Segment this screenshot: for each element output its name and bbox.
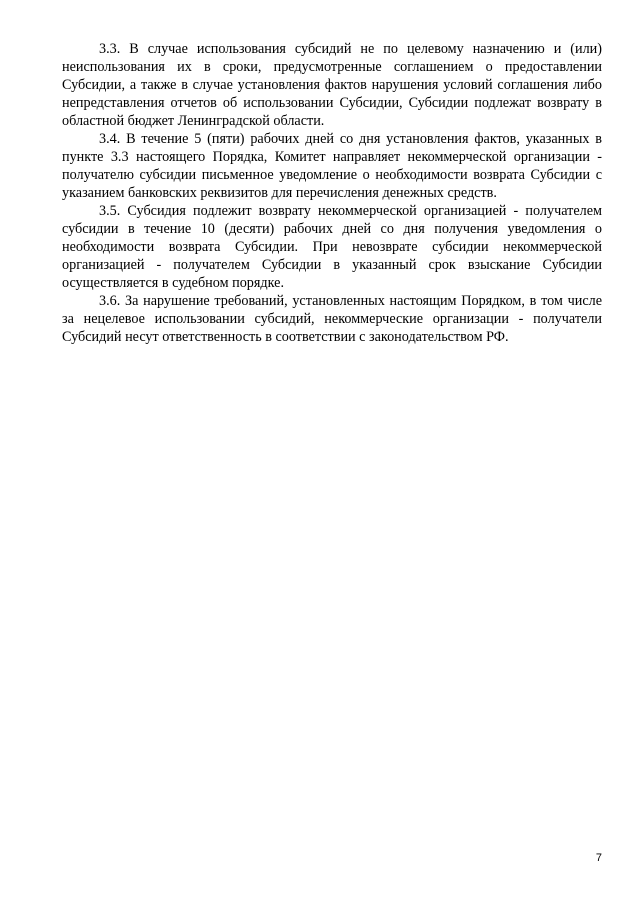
paragraph-3-3: 3.3. В случае использования субсидий не по целевому назначению и (или) неиспользования их в сроки, предусмотренные соглашением о предоставлении Субсидии, а также в случае установления фактов нарушения условий соглашения либо непредставления отчетов об использовании Субсидии, Субсидии подлежат возврату в областной бюджет Ленинградской области. bbox=[62, 41, 602, 129]
paragraph-3-6: 3.6. За нарушение требований, установленных настоящим Порядком, в том числе за нецелевое использовании субсидий, некоммерческие организации - получатели Субсидий несут ответственность в соответствии с законодательством РФ. bbox=[62, 293, 602, 345]
paragraph-3-5: 3.5. Субсидия подлежит возврату некоммерческой организацией - получателем субсидии в течение 10 (десяти) рабочих дней со дня получения уведомления о необходимости возврата Субсидии. При невозврате субсидии некоммерческой организацией - получателем Субсидии в указанный срок взыскание Субсидии осуществляется в судебном порядке. bbox=[62, 203, 602, 291]
paragraph-3-4: 3.4. В течение 5 (пяти) рабочих дней со дня установления фактов, указанных в пункте 3.3 настоящего Порядка, Комитет направляет некоммерческой организации - получателю субсидии письменное уведомление о необходимости возврата Субсидии с указанием банковских реквизитов для перечисления денежных средств. bbox=[62, 131, 602, 201]
page-number: 7 bbox=[595, 852, 602, 864]
document-body bbox=[62, 40, 602, 346]
